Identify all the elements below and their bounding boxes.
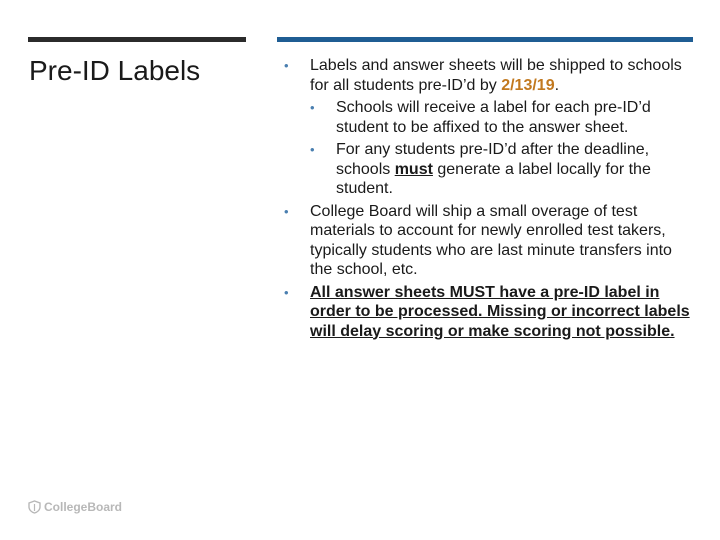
bullet-text: All answer sheets MUST have a pre-ID label in order to be processed. Missing or incorrect labels will delay scoring or make scoring not possible. xyxy=(310,283,690,340)
college-board-logo xyxy=(28,500,122,514)
must-emphasis: must xyxy=(394,160,433,178)
slide-title: Pre-ID Labels xyxy=(29,55,201,86)
bullet-shipping xyxy=(284,56,694,95)
bullet-text: For any students pre-ID’d after the deadline, schools xyxy=(336,141,650,178)
bullet-text: College Board will ship a small overage of test materials to account for newly enrolled test takers, typically students who are last minute transfers into the school, etc. xyxy=(310,202,672,278)
bullet-dot-icon: • xyxy=(310,100,315,115)
bullet-dot-icon: • xyxy=(310,142,315,157)
bullet-text: Labels and answer sheets will be shipped to schools for all students pre-ID’d by xyxy=(310,57,682,94)
bullet-dot-icon: • xyxy=(284,203,289,219)
sub-bullet-label-each xyxy=(284,98,694,137)
sub-bullet-after-deadline xyxy=(284,140,694,199)
bullet-overage xyxy=(284,202,694,280)
bullet-must-have-label xyxy=(284,283,694,342)
bullet-text-end: . xyxy=(554,76,560,94)
bullet-text-end: generate a label locally for the student. xyxy=(336,160,651,197)
logo-text: CollegeBoard xyxy=(44,500,123,514)
bullet-text: Schools will receive a label for each pre-ID’d student to be affixed to the answer sheet. xyxy=(336,99,651,136)
title-rule xyxy=(28,37,246,42)
bullet-dot-icon: • xyxy=(284,58,289,73)
bullet-dot-icon: • xyxy=(284,284,289,300)
deadline-date: 2/13/19 xyxy=(501,76,555,94)
content-rule xyxy=(277,37,693,42)
slide-content xyxy=(284,56,694,344)
acorn-icon xyxy=(28,500,41,514)
